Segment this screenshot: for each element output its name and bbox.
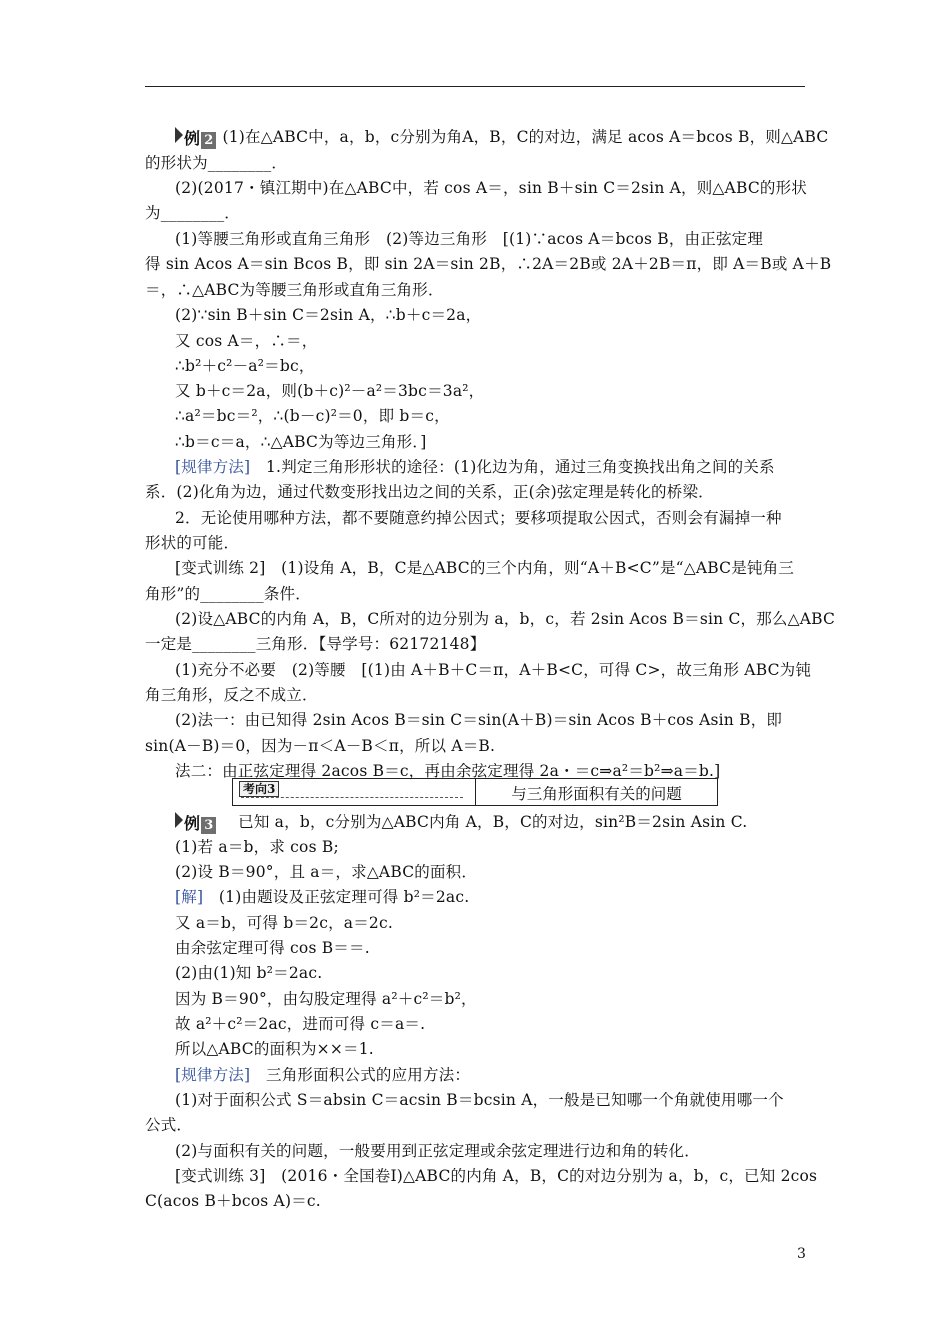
method-tag: [规律方法]: [175, 1066, 251, 1084]
solution3-line-6: 故 a²＋c²＝2ac，进而可得 c＝a＝.: [175, 1015, 426, 1033]
solution2-line-5: 又 cos A＝，∴＝，: [175, 332, 318, 350]
solution3-line-4: (2)由(1)知 b²＝2ac.: [175, 964, 323, 982]
training2-line-1: [变式训练 2] (1)设角 A，B，C是△ABC的三个内角，则“A＋B<C”是“△ABC是钝角三: [175, 559, 795, 577]
solution3-line-5: 因为 B＝90°，由勾股定理得 a²＋c²＝b²，: [175, 990, 477, 1008]
solution2-line-3: ＝，∴△ABC为等腰三角形或直角三角形．: [145, 281, 444, 299]
training2-line-3: (2)设△ABC的内角 A，B，C所对的边分别为 a，b，c，若 2sin Acos B＝sin C，那么△ABC: [175, 610, 836, 628]
solution3-line-7: 所以△ABC的面积为××＝1.: [175, 1040, 374, 1058]
method2-line-4: (2)与面积有关的问题，一般要用到正弦定理或余弦定理进行边和角的转化．: [175, 1142, 700, 1160]
training3-line-1: [变式训练 3] (2016・全国卷Ⅰ)△ABC的内角 A，B，C的对边分别为 a，b，c，已知 2cos: [175, 1167, 818, 1185]
section-label: 考向3: [239, 781, 279, 797]
method1-line-4: 形状的可能．: [145, 534, 240, 552]
solution-tag: [解]: [175, 888, 204, 906]
solution3-line-3: 由余弦定理可得 cos B＝＝.: [175, 939, 370, 957]
training2-line-5: (1)充分不必要 (2)等腰 [(1)由 A＋B＋C＝π，A＋B<C，可得 C>，故三角形 ABC为钝: [175, 661, 812, 679]
method1-line-3: 2．无论使用哪种方法，都不要随意约掉公因式；要移项提取公因式，否则会有漏掉一种: [175, 509, 782, 527]
training2-line-4: 一定是________三角形．【导学号：62172148】: [145, 635, 486, 653]
method1-line-2: 系．(2)化角为边，通过代数变形找出边之间的关系，正(余)弦定理是转化的桥梁．: [145, 483, 714, 501]
training2-line-8: sin(A－B)＝0，因为－π＜A－B＜π，所以 A＝B.: [145, 737, 496, 755]
solution2-line-1: (1)等腰三角形或直角三角形 (2)等边三角形 [(1)∵acos A＝bcos B，由正弦定理: [175, 230, 764, 248]
solution2-line-2: 得 sin Acos A＝sin Bcos B，即 sin 2A＝sin 2B，∴2A＝2B或 2A＋2B＝π，即 A＝B或 A＋B: [145, 255, 832, 273]
method-tag: [规律方法]: [175, 458, 251, 476]
triangle-icon: [175, 127, 183, 143]
solution2-line-7: 又 b＋c＝2a，则(b＋c)²－a²＝3bc＝3a²，: [175, 382, 485, 400]
section-header-box: [232, 778, 718, 806]
triangle-icon: [175, 812, 183, 828]
section-title: 与三角形面积有关的问题: [511, 785, 682, 803]
example3-line-3: (2)设 B＝90°，且 a＝，求△ABC的面积．: [175, 863, 478, 881]
example3-line-2: (1)若 a＝b，求 cos B;: [175, 838, 339, 856]
solution3-line-1: [解] (1)由题设及正弦定理可得 b²＝2ac.: [175, 888, 470, 906]
solution2-line-8: ∴a²＝bc＝²，∴(b－c)²＝0，即 b＝c，: [175, 407, 450, 425]
training2-line-9: 法二：由正弦定理得 2acos B＝c，再由余弦定理得 2a・＝c⇒a²＝b²⇒a＝b.]: [175, 762, 721, 780]
solution2-line-4: (2)∵sin B＋sin C＝2sin A，∴b＋c＝2a，: [175, 306, 482, 324]
example2-badge: 例 2: [175, 127, 216, 145]
header-rule: [145, 86, 805, 87]
method1-line-1: [规律方法] 1.判定三角形形状的途径：(1)化边为角，通过三角变换找出角之间的关系: [175, 458, 775, 476]
training2-line-6: 角三角形，反之不成立．: [145, 686, 318, 704]
example2-line-3: (2)(2017・镇江期中)在△ABC中，若 cos A＝，sin B＋sin C＝2sin A，则△ABC的形状: [175, 179, 807, 197]
section-label-cell: [233, 779, 476, 805]
example3-badge: 例 3: [175, 812, 216, 830]
training2-line-2: 角形”的________条件．: [145, 585, 311, 603]
example2-line-1: 例 2 (1)在△ABC中，a，b，c分别为角A，B，C的对边，满足 acos A＝bcos B，则△ABC: [175, 126, 828, 148]
method2-line-1: [规律方法] 三角形面积公式的应用方法：: [175, 1066, 471, 1084]
example3-line-1: 例 3 已知 a，b，c分别为△ABC内角 A，B，C的对边，sin²B＝2sin Asin C.: [175, 811, 747, 833]
method2-line-3: 公式．: [145, 1116, 193, 1134]
example2-line-2: 的形状为________．: [145, 154, 288, 172]
page-number: 3: [797, 1246, 806, 1262]
solution3-line-2: 又 a＝b，可得 b＝2c，a＝2c.: [175, 914, 393, 932]
training3-line-2: C(acos B＋bcos A)＝c.: [145, 1192, 321, 1210]
solution2-line-6: ∴b²＋c²－a²＝bc，: [175, 357, 315, 375]
dashed-divider: [241, 797, 463, 798]
example2-line-4: 为________．: [145, 204, 241, 222]
solution2-line-9: ∴b＝c＝a，∴△ABC为等边三角形．]: [175, 433, 427, 451]
method2-line-2: (1)对于面积公式 S＝absin C＝acsin B＝bcsin A，一般是已知哪一个角就使用哪一个: [175, 1091, 784, 1109]
training2-line-7: (2)法一：由已知得 2sin Acos B＝sin C＝sin(A＋B)＝sin Acos B＋cos Asin B，即: [175, 711, 783, 729]
